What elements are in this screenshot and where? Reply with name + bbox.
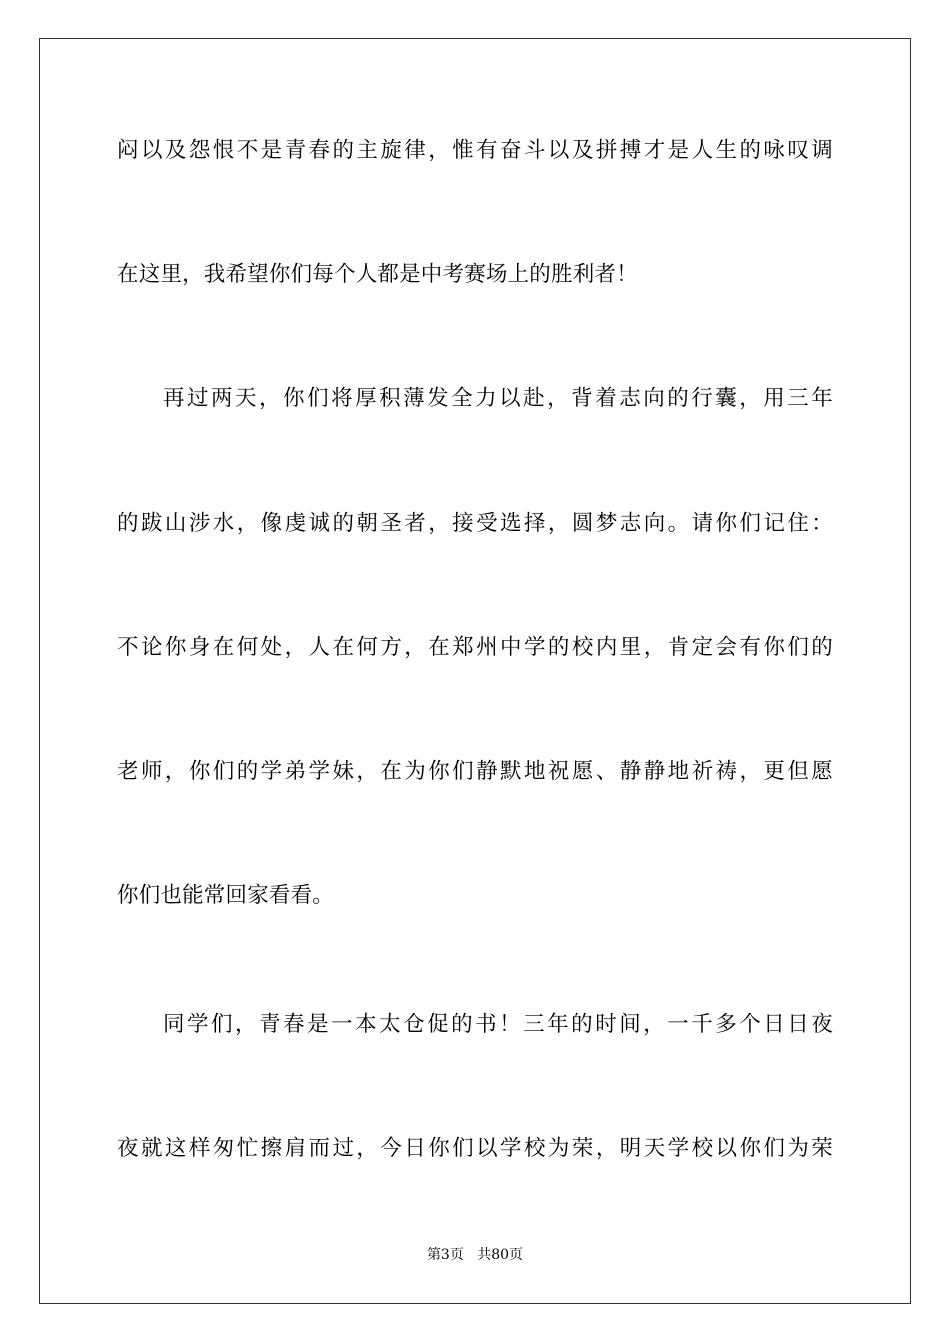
body-line-7: 你们也能常回家看看。 [117,883,335,908]
body-line-4: 的跋山涉水，像虔诚的朝圣者，接受选择，圆梦志向。请你们记住： [117,511,833,536]
body-line-8: 同学们，青春是一本太仓促的书！三年的时间，一千多个日日夜 [163,1012,833,1037]
page-total: 共80页 [477,1247,524,1263]
page-footer [0,1246,950,1264]
body-line-2: 在这里，我希望你们每个人都是中考赛场上的胜利者！ [117,262,638,287]
page-number: 第3页 [426,1247,464,1263]
body-line-9: 夜就这样匆忙擦肩而过，今日你们以学校为荣，明天学校以你们为荣 [117,1136,833,1161]
page-border [39,38,911,1304]
body-line-6: 老师，你们的学弟学妹，在为你们静默地祝愿、静静地祈祷，更但愿 [117,759,833,784]
body-line-1: 闷以及怨恨不是青春的主旋律，惟有奋斗以及拼搏才是人生的咏叹调 [117,138,833,163]
body-line-5: 不论你身在何处，人在何方，在郑州中学的校内里，肯定会有你们的 [117,635,833,660]
body-line-3: 再过两天，你们将厚积薄发全力以赴，背着志向的行囊，用三年 [163,386,833,411]
